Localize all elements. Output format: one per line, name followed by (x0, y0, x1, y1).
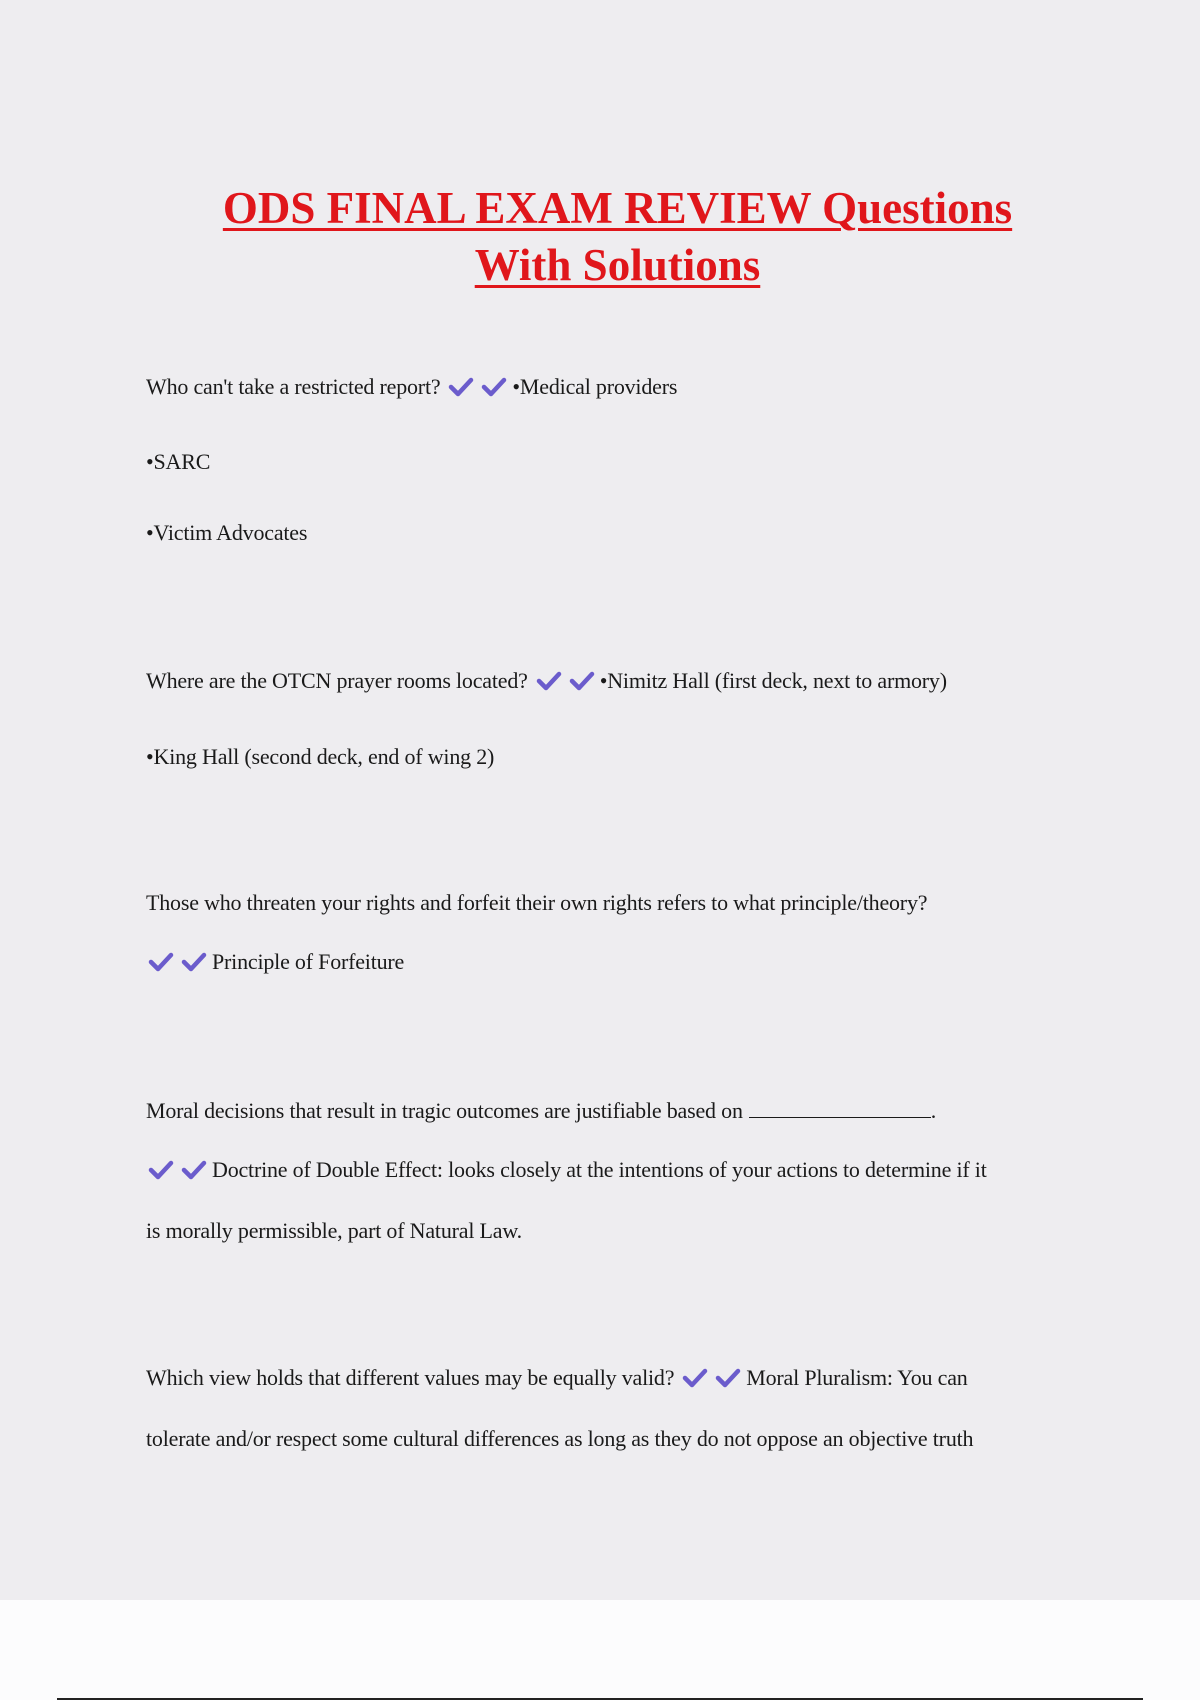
qa-4-answer-line-2: is morally permissible, part of Natural Law. (146, 1218, 522, 1243)
check-icon (448, 377, 474, 397)
check-icon (569, 671, 595, 691)
document-title (0, 180, 1200, 294)
check-icon (481, 377, 507, 397)
answer-text: Principle of Forfeiture (212, 949, 405, 974)
check-icon (536, 671, 562, 691)
check-icon (181, 1160, 207, 1180)
qa-5-answer-line-2: tolerate and/or respect some cultural differences as long as they do not oppose an objective truth (146, 1426, 974, 1451)
qa-5-question-line (146, 1364, 968, 1392)
answer-text: •Medical providers (512, 374, 678, 399)
check-icon (682, 1368, 708, 1388)
title-line-2: With Solutions (474, 240, 761, 290)
qa-1-answer-line-3: •Victim Advocates (146, 520, 308, 545)
question-text: Who can't take a restricted report? (146, 374, 441, 399)
answer-text: •Nimitz Hall (first deck, next to armory) (599, 668, 947, 693)
qa-3-question-line: Those who threaten your rights and forfeit their own rights refers to what principle/theory? (146, 890, 928, 915)
answer-checkmarks (148, 948, 214, 976)
answer-text: Doctrine of Double Effect: looks closely at the intentions of your actions to determine if it (212, 1157, 987, 1182)
question-text: Moral decisions that result in tragic outcomes are justifiable based on (146, 1098, 743, 1123)
question-suffix: . (930, 1098, 937, 1123)
check-icon (148, 952, 174, 972)
answer-checkmarks (148, 1156, 214, 1184)
answer-checkmarks (682, 1364, 748, 1392)
qa-4-answer-line (146, 1156, 987, 1184)
question-text: Where are the OTCN prayer rooms located? (146, 668, 528, 693)
check-icon (148, 1160, 174, 1180)
qa-1-answer-line-2: •SARC (146, 449, 211, 474)
check-icon (715, 1368, 741, 1388)
answer-checkmarks (448, 373, 514, 401)
qa-3-answer-line (146, 948, 404, 976)
check-icon (181, 952, 207, 972)
qa-4-question-line (146, 1097, 936, 1125)
title-line-1: ODS FINAL EXAM REVIEW Questions (222, 183, 1013, 233)
question-text: Which view holds that different values may be equally valid? (146, 1365, 675, 1390)
qa-2-question-line (146, 667, 947, 695)
qa-2-answer-line-2: •King Hall (second deck, end of wing 2) (146, 744, 495, 769)
answer-text: Moral Pluralism: You can (746, 1365, 968, 1390)
qa-1-question-line (146, 373, 677, 401)
answer-checkmarks (536, 667, 602, 695)
fill-in-blank (749, 1097, 931, 1118)
